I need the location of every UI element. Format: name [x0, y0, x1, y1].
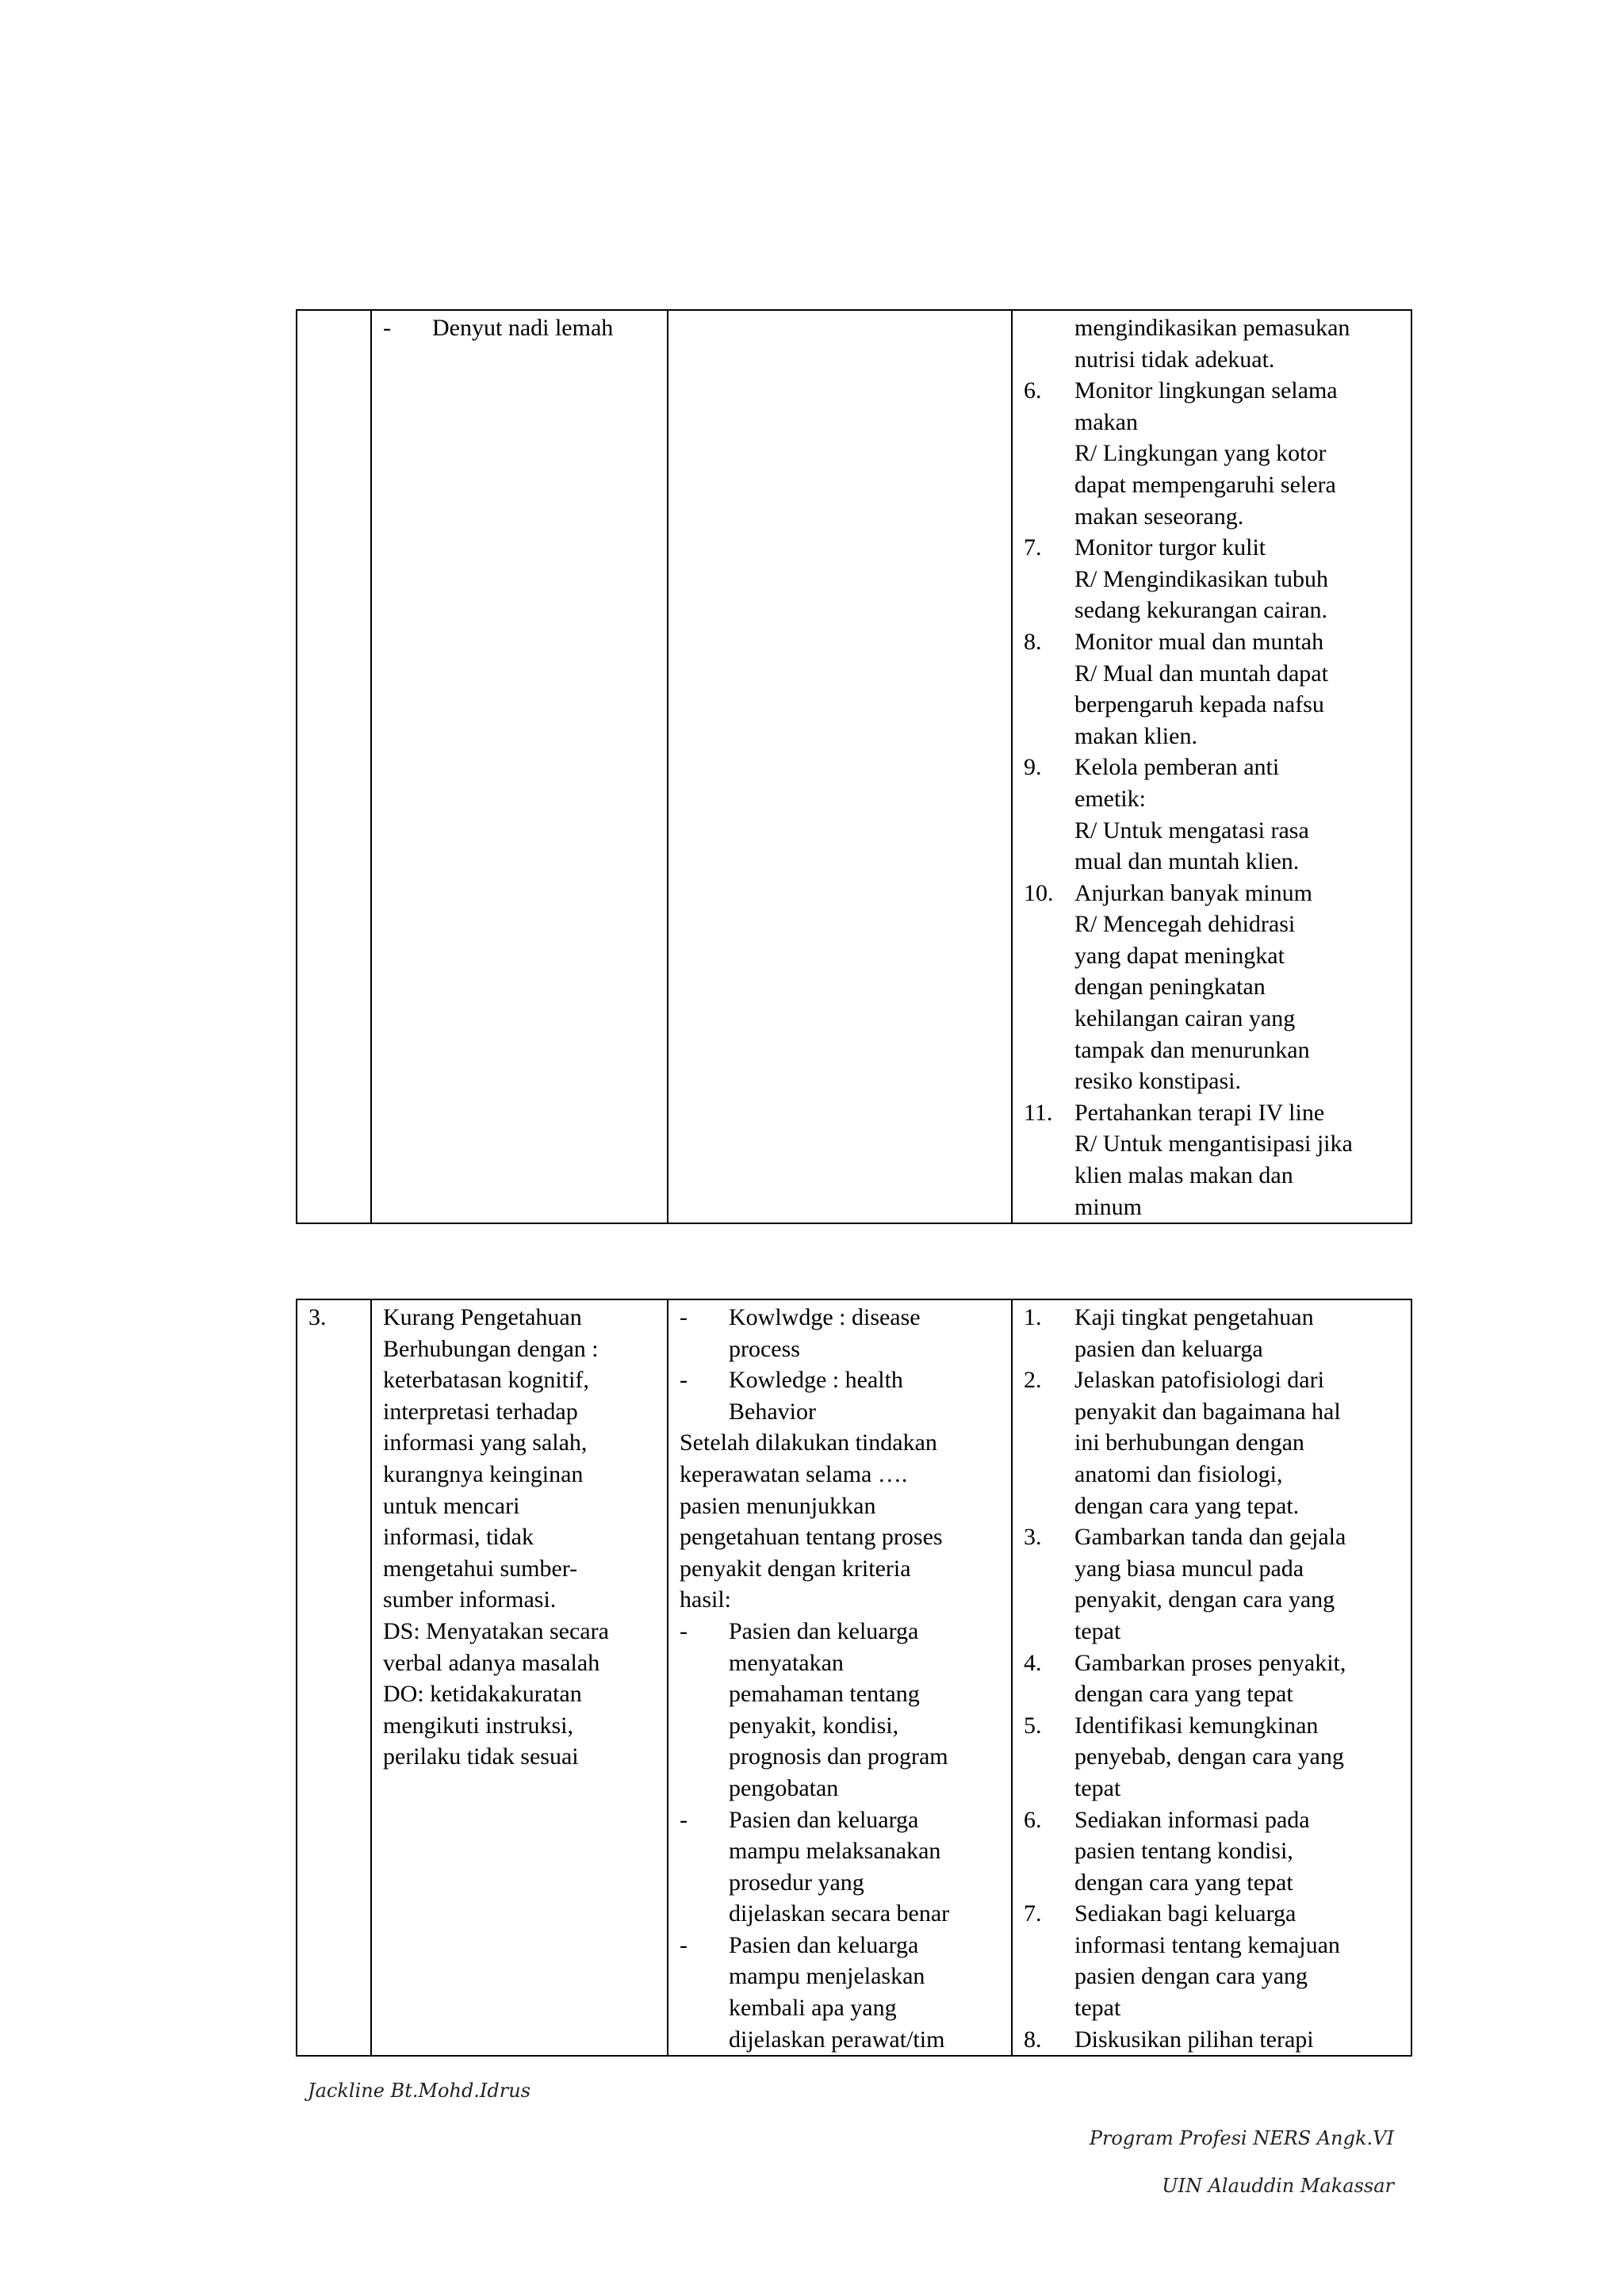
text-line: untuk mencari — [383, 1492, 520, 1519]
text-line: mampu melaksanakan — [729, 1838, 941, 1865]
cell-number — [297, 1299, 371, 2056]
text-line: kembali apa yang — [729, 1995, 897, 2022]
criteria-list — [680, 1616, 1005, 2055]
list-item — [680, 1302, 1005, 1364]
text-line: Identifikasi kemungkinan — [1074, 1712, 1319, 1739]
footer-university: UIN Alauddin Makassar — [1162, 2175, 1394, 2197]
list-item-text — [1074, 752, 1404, 877]
text-line: tepat — [1074, 1774, 1121, 1801]
list-item-text — [1074, 1302, 1404, 1364]
text-line: Diskusikan pilihan terapi — [1074, 2026, 1314, 2053]
list-item — [1024, 532, 1404, 626]
text-line: interpretasi terhadap — [383, 1398, 578, 1425]
text-line: pasien menunjukkan — [680, 1492, 876, 1519]
care-plan-table-continued — [296, 309, 1412, 1224]
list-item-text — [729, 1804, 1005, 1930]
text-line: dapat mempengaruhi selera — [1074, 471, 1336, 498]
list-item-text — [1074, 878, 1404, 1097]
text-line: Kurang Pengetahuan — [383, 1304, 582, 1330]
text-line: makan seseorang. — [1074, 503, 1244, 530]
text-line: Gambarkan proses penyakit, — [1074, 1649, 1346, 1676]
text-line: makan klien. — [1074, 722, 1197, 749]
text-line: mengetahui sumber- — [383, 1555, 578, 1582]
cell-intervention — [1012, 1299, 1411, 2056]
list-item — [1024, 1804, 1404, 1899]
text-line: Pasien dan keluarga — [729, 1806, 919, 1833]
text-line: penyakit dengan kriteria — [680, 1555, 911, 1582]
text-line: Pasien dan keluarga — [729, 1617, 919, 1644]
text-line: mengikuti instruksi, — [383, 1712, 573, 1739]
cell-diagnosis — [371, 1299, 668, 2056]
item-number: 11. — [1024, 1099, 1053, 1126]
list-item — [1024, 878, 1404, 1097]
list-item-text — [1074, 2024, 1404, 2056]
text-line: klien malas makan dan — [1074, 1162, 1293, 1189]
list-item-text — [729, 1616, 1005, 1804]
text-line: dijelaskan secara benar — [729, 1900, 950, 1927]
list-item — [383, 312, 661, 344]
intervention-list — [1024, 1302, 1404, 2055]
dash-marker: - — [383, 315, 391, 341]
cell-outcome — [668, 1299, 1012, 2056]
list-item — [1024, 1302, 1404, 1364]
item-number: 6. — [1024, 1806, 1042, 1833]
item-number: 3. — [1024, 1524, 1042, 1551]
text-line: penyakit, kondisi, — [729, 1712, 899, 1739]
list-item — [1024, 1647, 1404, 1710]
list-item-text — [1074, 1804, 1404, 1899]
text-line: tampak dan menurunkan — [1074, 1036, 1310, 1063]
list-item-text — [1074, 1364, 1404, 1521]
list-item-text: Denyut nadi lemah — [432, 315, 614, 341]
list-item-text — [1074, 626, 1404, 752]
text-line: hasil: — [680, 1586, 731, 1613]
text-line: prognosis dan program — [729, 1743, 948, 1770]
text-line: Kowlwdge : disease — [729, 1304, 921, 1330]
row-number: 3. — [308, 1304, 327, 1330]
list-item-text — [1074, 1647, 1404, 1710]
text-line: penyakit, dengan cara yang — [1074, 1586, 1335, 1613]
item-number: 8. — [1024, 2026, 1042, 2053]
text-line: dengan peningkatan — [1074, 974, 1266, 1001]
text-line: mual dan muntah klien. — [1074, 848, 1300, 875]
text-line: pasien dan keluarga — [1074, 1335, 1263, 1362]
text-line: minum — [1074, 1193, 1143, 1220]
text-line: verbal adanya masalah — [383, 1649, 600, 1676]
text-line: yang biasa muncul pada — [1074, 1555, 1304, 1582]
list-item — [680, 1364, 1005, 1427]
list-item — [1024, 1364, 1404, 1521]
text-line: DS: Menyatakan secara — [383, 1617, 609, 1644]
text-line: Gambarkan tanda dan gejala — [1074, 1524, 1346, 1551]
text-line: dijelaskan perawat/tim — [729, 2026, 945, 2053]
text-line: menyatakan — [729, 1649, 844, 1676]
cell-diagnosis — [371, 310, 668, 1223]
text-line: berpengaruh kepada nafsu — [1074, 691, 1324, 718]
list-item — [1024, 1097, 1404, 1223]
text-line: prosedur yang — [729, 1869, 864, 1896]
text-line: Anjurkan banyak minum — [1074, 879, 1312, 906]
outcome-intro — [680, 1427, 1005, 1616]
list-item — [1024, 375, 1404, 532]
text-line: keterbatasan kognitif, — [383, 1367, 589, 1394]
dash-marker: - — [680, 1617, 688, 1644]
text-line: informasi, tidak — [383, 1524, 534, 1551]
item-number: 4. — [1024, 1649, 1042, 1676]
item-number: 9. — [1024, 754, 1042, 781]
list-item-text — [729, 1302, 1005, 1364]
item-number: 7. — [1024, 1900, 1042, 1927]
list-item-text — [1074, 375, 1404, 532]
list-item — [1024, 1710, 1404, 1804]
text-line: Sediakan bagi keluarga — [1074, 1900, 1297, 1927]
text-line: informasi tentang kemajuan — [1074, 1931, 1340, 1958]
table-row — [297, 310, 1411, 1223]
list-item — [1024, 752, 1404, 877]
text-line: penyebab, dengan cara yang — [1074, 1743, 1344, 1770]
text-line: Monitor turgor kulit — [1074, 534, 1266, 561]
text-line: yang dapat meningkat — [1074, 942, 1285, 969]
text-line: Kowledge : health — [729, 1367, 903, 1394]
text-line: kurangnya keinginan — [383, 1460, 584, 1487]
text-line: R/ Mual dan muntah dapat — [1074, 660, 1328, 687]
text-line: keperawatan selama …. — [680, 1460, 908, 1487]
list-item-text — [729, 1364, 1005, 1427]
list-item — [680, 1930, 1005, 2055]
text-line: anatomi dan fisiologi, — [1074, 1460, 1283, 1487]
list-item — [1024, 626, 1404, 752]
dash-marker: - — [680, 1806, 688, 1833]
text-line: tepat — [1074, 1617, 1121, 1644]
list-item — [1024, 1898, 1404, 2023]
table-row — [297, 1299, 1411, 2056]
text-line: dengan cara yang tepat — [1074, 1681, 1293, 1708]
text-line: Pasien dan keluarga — [729, 1931, 919, 1958]
item-number: 7. — [1024, 534, 1042, 561]
list-item-text — [1074, 1898, 1404, 2023]
text-line: pasien dengan cara yang — [1074, 1963, 1308, 1990]
footer-program: Program Profesi NERS Angk.VI — [1089, 2127, 1394, 2149]
cell-number — [297, 310, 371, 1223]
text-line: Setelah dilakukan tindakan — [680, 1429, 937, 1456]
text-line: Kaji tingkat pengetahuan — [1074, 1304, 1314, 1330]
text-line: kehilangan cairan yang — [1074, 1005, 1296, 1032]
item-number: 1. — [1024, 1304, 1042, 1330]
text-line: Monitor lingkungan selama — [1074, 377, 1338, 404]
list-item-text — [1074, 532, 1404, 626]
list-item-text — [1074, 1097, 1404, 1223]
item-number: 2. — [1024, 1367, 1042, 1394]
care-plan-table — [296, 1299, 1412, 2057]
list-item — [680, 1804, 1005, 1930]
continuation-text — [1024, 312, 1404, 375]
text-line: mengindikasikan pemasukan — [1074, 315, 1350, 341]
text-line: perilaku tidak sesuai — [383, 1743, 579, 1770]
text-line: Kelola pemberan anti — [1074, 754, 1280, 781]
text-line: R/ Lingkungan yang kotor — [1074, 440, 1327, 467]
list-item — [1024, 1521, 1404, 1647]
text-line: pemahaman tentang — [729, 1681, 920, 1708]
text-line: penyakit dan bagaimana hal — [1074, 1398, 1341, 1425]
text-line: DO: ketidakakuratan — [383, 1681, 582, 1708]
text-line: R/ Mengindikasikan tubuh — [1074, 565, 1328, 592]
text-line: process — [729, 1335, 800, 1362]
text-line: tepat — [1074, 1995, 1121, 2022]
dash-marker: - — [680, 1931, 688, 1958]
text-line: emetik: — [1074, 785, 1146, 812]
dash-marker: - — [680, 1304, 688, 1330]
text-line: makan — [1074, 408, 1138, 435]
cell-intervention — [1012, 310, 1411, 1223]
item-number: 8. — [1024, 628, 1042, 655]
text-line: dengan cara yang tepat. — [1074, 1492, 1300, 1519]
cell-outcome — [668, 310, 1012, 1223]
noc-list — [680, 1302, 1005, 1427]
text-line: resiko konstipasi. — [1074, 1068, 1241, 1095]
text-line: pengobatan — [729, 1774, 839, 1801]
text-line: dengan cara yang tepat — [1074, 1869, 1293, 1896]
text-line: Monitor mual dan muntah — [1074, 628, 1324, 655]
text-line: pengetahuan tentang proses — [680, 1524, 943, 1551]
text-line: Berhubungan dengan : — [383, 1335, 599, 1362]
item-number: 5. — [1024, 1712, 1042, 1739]
text-line: nutrisi tidak adekuat. — [1074, 346, 1275, 373]
text-line: sedang kekurangan cairan. — [1074, 597, 1328, 624]
text-line: pasien tentang kondisi, — [1074, 1838, 1293, 1865]
list-item-text — [1074, 1710, 1404, 1804]
text-line: sumber informasi. — [383, 1586, 557, 1613]
item-number: 6. — [1024, 377, 1042, 404]
text-line: R/ Untuk mengatasi rasa — [1074, 817, 1309, 844]
footer-author: Jackline Bt.Mohd.Idrus — [308, 2080, 531, 2102]
text-line: Jelaskan patofisiologi dari — [1074, 1367, 1324, 1394]
list-item-text — [729, 1930, 1005, 2055]
list-item — [680, 1616, 1005, 1804]
text-line: Pertahankan terapi IV line — [1074, 1099, 1325, 1126]
intervention-list — [1024, 375, 1404, 1223]
diagnosis-text — [383, 1302, 661, 1773]
list-item-text — [1074, 1521, 1404, 1647]
list-item — [1024, 2024, 1404, 2056]
dash-marker: - — [680, 1367, 688, 1394]
text-line: ini berhubungan dengan — [1074, 1429, 1304, 1456]
text-line: mampu menjelaskan — [729, 1963, 925, 1990]
text-line: Behavior — [729, 1398, 816, 1425]
text-line: Sediakan informasi pada — [1074, 1806, 1310, 1833]
text-line: R/ Mencegah dehidrasi — [1074, 911, 1296, 938]
text-line: R/ Untuk mengantisipasi jika — [1074, 1131, 1353, 1158]
item-number: 10. — [1024, 879, 1054, 906]
text-line: informasi yang salah, — [383, 1429, 588, 1456]
